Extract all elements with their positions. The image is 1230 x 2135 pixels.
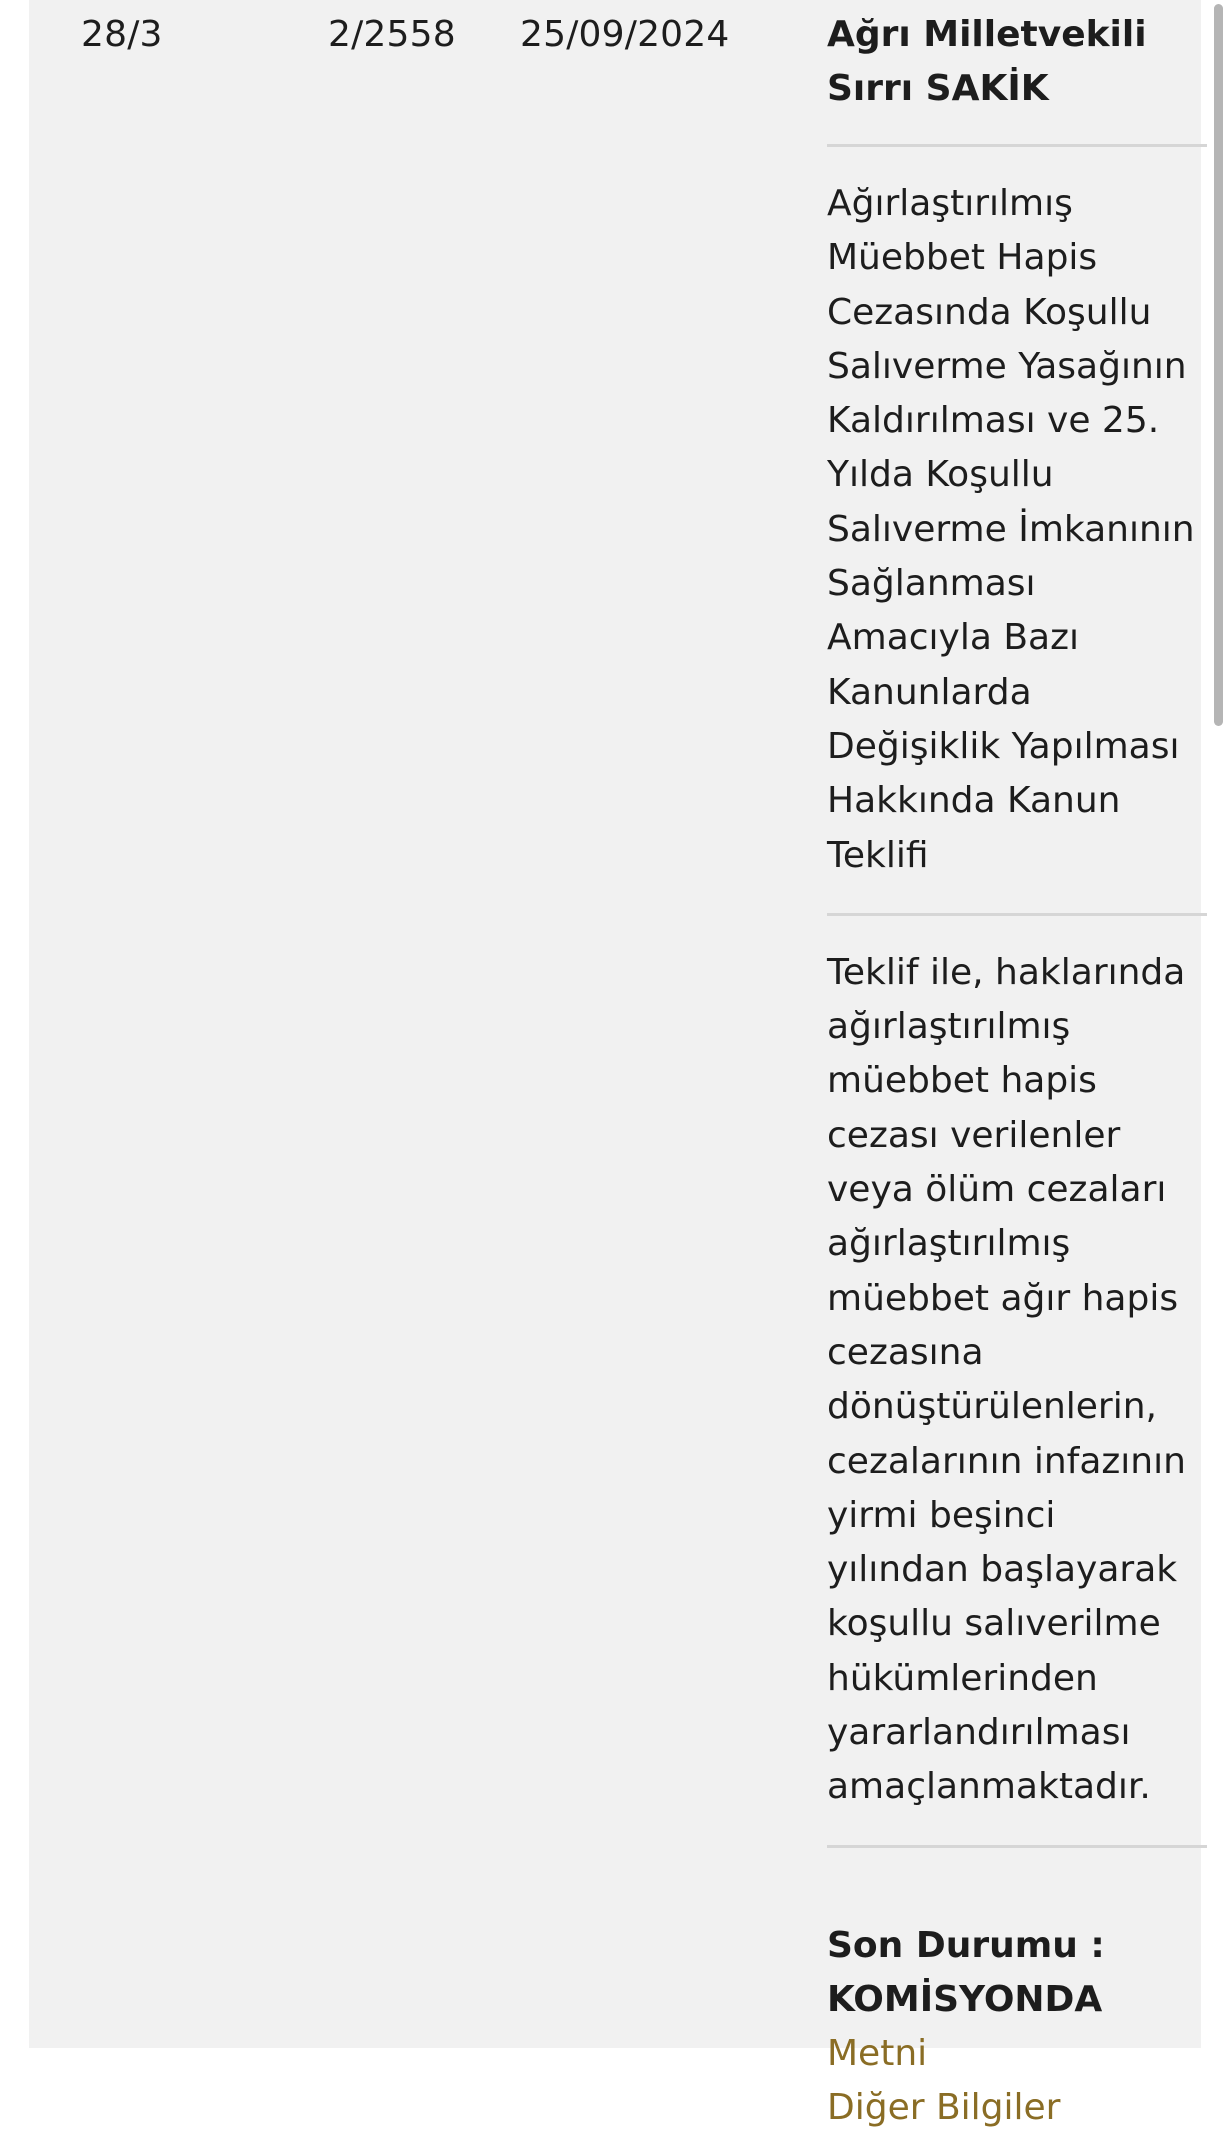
- proposal-owner: Ağrı Milletvekili Sırrı SAKİK: [827, 14, 1147, 109]
- proposal-summary: Teklif ile, haklarında ağırlaştırılmış müebbet hapis cezası verilenler veya ölüm cezaları ağırlaştırılmış müebbet ağır hapis cezasına dönüştürülenlerin, cezalarının infazının yirmi beşinci yılından başlayarak koşullu salıverilme hükümlerinden yararlandırılması amaçlanmaktadır.: [827, 951, 1186, 1808]
- proposal-title: Ağırlaştırılmış Müebbet Hapis Cezasında Koşullu Salıverme Yasağının Kaldırılması ve 25. Yılda Koşullu Salıverme İmkanının Sağlanması Amacıyla Bazı Kanunlarda Değişiklik Yapılması Hakkında Kanun Teklifi: [827, 183, 1195, 876]
- status-value: KOMİSYONDA: [827, 1978, 1103, 2020]
- other-info-link[interactable]: Diğer Bilgiler: [827, 2086, 1061, 2128]
- vertical-scrollbar[interactable]: [1214, 4, 1223, 726]
- proposal-details: [827, 8, 1207, 2135]
- sira-no: 28/3: [81, 14, 163, 55]
- esas-no: 2/2558: [328, 14, 456, 55]
- status-label: Son Durumu :: [827, 1924, 1105, 1966]
- text-link[interactable]: Metni: [827, 2032, 928, 2074]
- proposal-row: [29, 0, 1201, 2128]
- date: 25/09/2024: [520, 14, 730, 55]
